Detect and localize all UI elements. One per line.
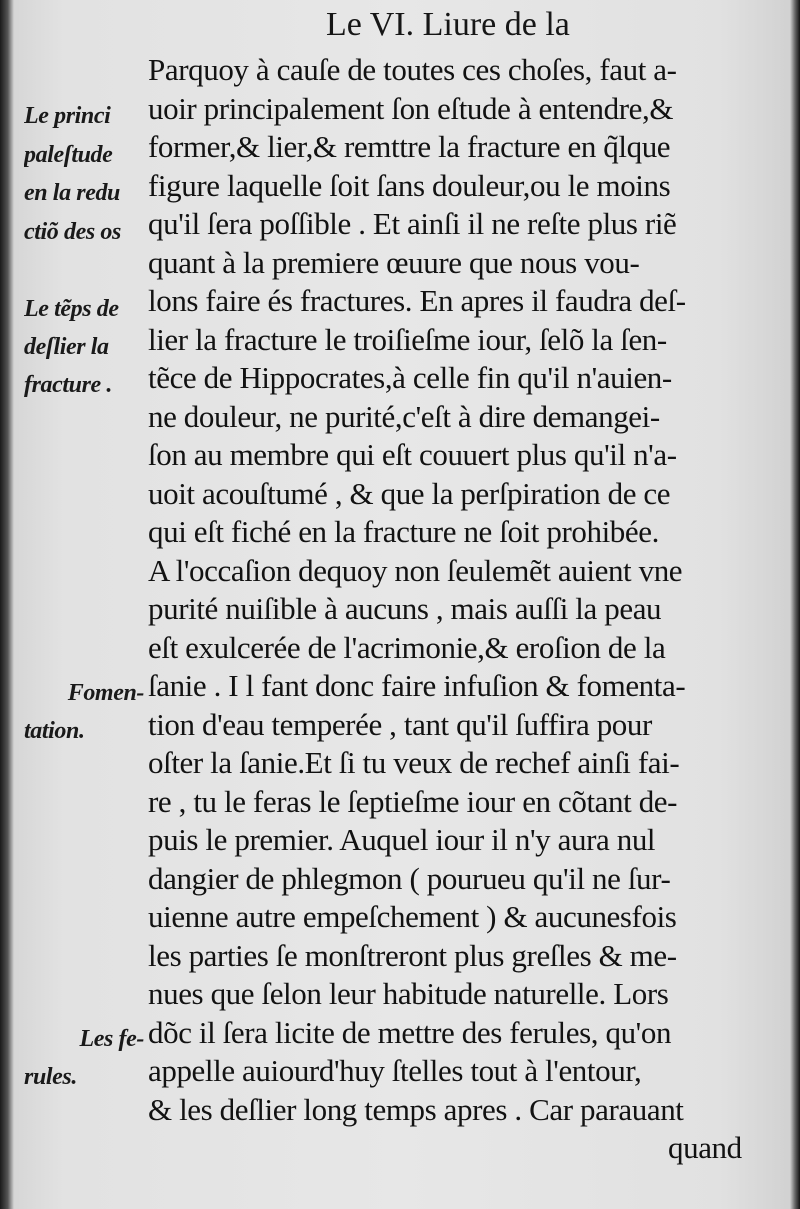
text-line: dangier de phlegmon ( pourueu qu'il ne ſur- [148, 861, 671, 896]
text-line: quant à la premiere œuure que nous vou- [148, 245, 640, 280]
text-line: ſon au membre qui eſt couuert plus qu'il n'a- [148, 437, 677, 472]
margin-note: ctiõ des os [24, 219, 121, 245]
margin-note: paleſtude [24, 142, 113, 168]
text-line: uoir principalement ſon eſtude à entendre,& [148, 91, 674, 126]
text-line: purité nuiſible à aucuns , mais auſſi la peau [148, 591, 662, 626]
text-line: Parquoy à cauſe de toutes ces choſes, faut a- [148, 52, 677, 87]
text-line: les parties ſe monſtreront plus greſles & me- [148, 938, 677, 973]
margin-note: tation. [24, 718, 85, 744]
margin-note: rules. [24, 1064, 77, 1090]
margin-note: Le princi [24, 103, 111, 129]
margin-note: Fomen- [67, 680, 144, 706]
text-line: former,& lier,& remttre la fracture en q̃lque [148, 129, 671, 164]
margin-note: fracture . [24, 372, 112, 398]
text-line: oſter la ſanie.Et ſi tu veux de rechef ainſi fai- [148, 745, 680, 780]
text-line: dõc il ſera licite de mettre des ferules, qu'on [148, 1015, 672, 1050]
text-line: lier la fracture le troiſieſme iour, ſelõ la ſen- [148, 322, 667, 357]
text-line: tion d'eau temperée , tant qu'il ſuffira pour [148, 707, 652, 742]
page-edge-shadow [790, 0, 800, 1209]
margin-note: en la redu [24, 180, 121, 206]
text-line: re , tu le feras le ſeptieſme iour en cõtant de- [148, 784, 678, 819]
page-binding-shadow [0, 0, 14, 1209]
text-line: A l'occaſion dequoy non ſeulemẽt auient vne [148, 553, 683, 588]
text-line: puis le premier. Auquel iour il n'y aura nul [148, 822, 656, 857]
catchword: quand [668, 1130, 742, 1165]
text-line: qu'il ſera poſſible . Et ainſi il ne reſte plus riẽ [148, 206, 677, 241]
running-header: Le VI. Liure de la [326, 6, 570, 43]
text-line: lons faire és fractures. En apres il faudra deſ- [148, 283, 686, 318]
text-line: eſt exulcerée de l'acrimonie,& eroſion de la [148, 630, 666, 665]
margin-note: Les fe- [79, 1026, 144, 1052]
text-line: tẽce de Hippocrates,à celle fin qu'il n'auien- [148, 360, 672, 395]
text-line: ne douleur, ne purité,c'eſt à dire demangei- [148, 399, 660, 434]
text-line: figure laquelle ſoit ſans douleur,ou le moins [148, 168, 671, 203]
text-line: nues que ſelon leur habitude naturelle. Lors [148, 976, 669, 1011]
text-line: appelle auiourd'huy ſtelles tout à l'entour, [148, 1053, 642, 1088]
text-line: ſanie . I l fant donc faire infuſion & fomenta- [148, 668, 686, 703]
text-line: qui eſt fiché en la fracture ne ſoit prohibée. [148, 514, 659, 549]
text-line: uoit acouſtumé , & que la perſpiration de ce [148, 476, 671, 511]
margin-note: Le tẽps de [24, 296, 119, 322]
text-line: & les deſlier long temps apres . Car parauant [148, 1092, 684, 1127]
text-line: uienne autre empeſchement ) & aucunesfois [148, 899, 677, 934]
margin-note: deſlier la [24, 334, 109, 360]
